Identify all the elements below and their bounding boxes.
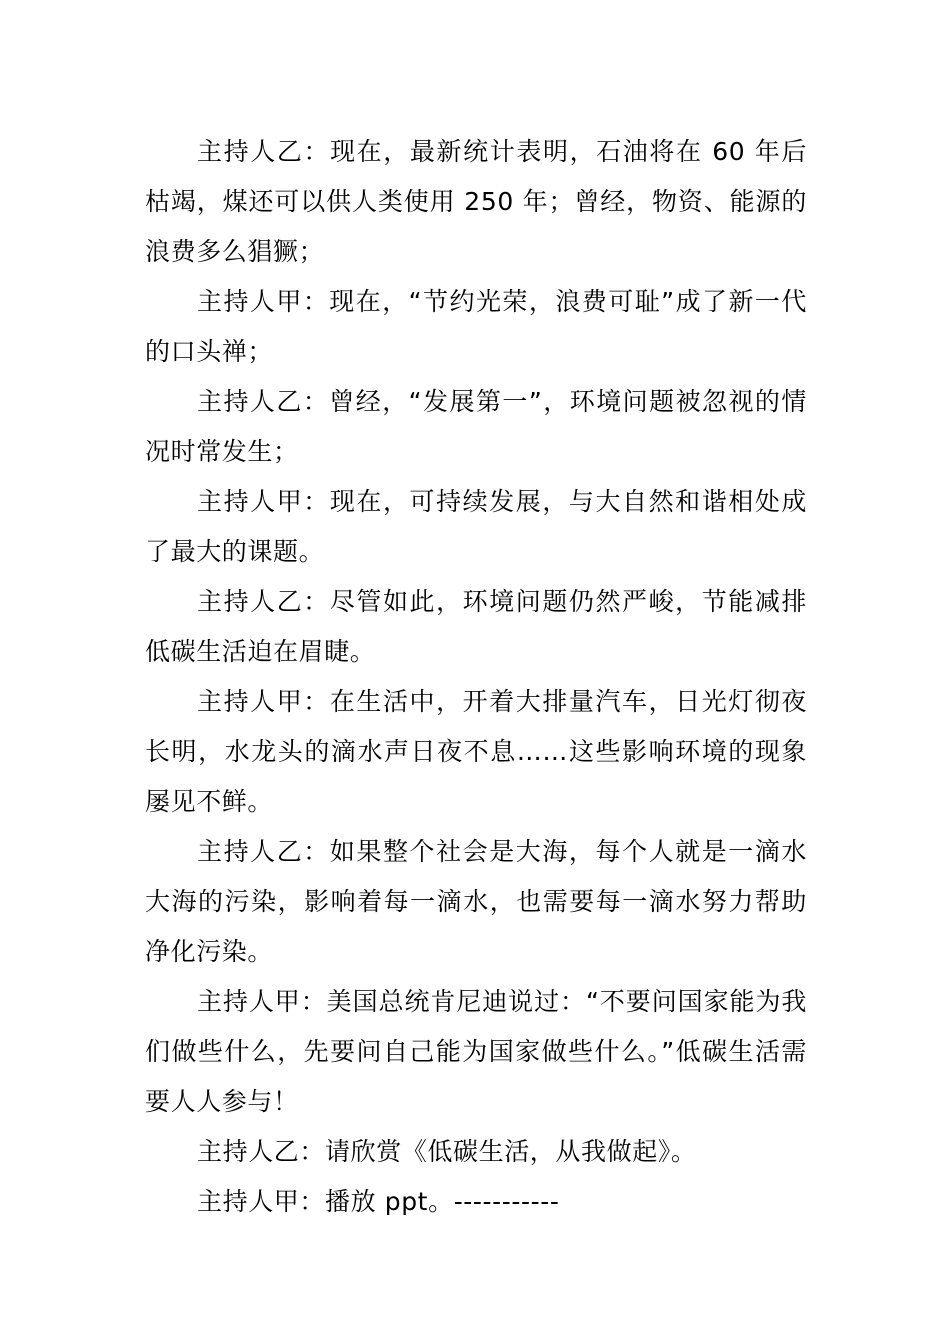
paragraph-9: 主持人乙：请欣赏《低碳生活，从我做起》。 (197, 1137, 697, 1166)
paragraph-5: 主持人乙：尽管如此，环境问题仍然严峻，节能减排低碳生活迫在眉睫。 (145, 587, 807, 666)
paragraph-2: 主持人甲：现在，“节约光荣，浪费可耻”成了新一代的口头禅； (145, 287, 807, 366)
paragraph-3: 主持人乙：曾经，“发展第一”，环境问题被忽视的情况时常发生； (145, 387, 807, 466)
paragraph-1: 主持人乙：现在，最新统计表明，石油将在 60 年后枯竭，煤还可以供人类使用 250 年；曾经，物资、能源的浪费多么猖獗； (145, 137, 807, 266)
paragraph-8: 主持人甲：美国总统肯尼迪说过：“不要问国家能为我们做些什么，先要问自己能为国家做些什么。”低碳生活需要人人参与！ (145, 987, 807, 1116)
paragraph-4: 主持人甲：现在，可持续发展，与大自然和谐相处成了最大的课题。 (145, 487, 807, 566)
paragraph-7: 主持人乙：如果整个社会是大海，每个人就是一滴水大海的污染，影响着每一滴水，也需要每一滴水努力帮助净化污染。 (145, 837, 807, 966)
document-body (145, 127, 807, 1227)
paragraph-6: 主持人甲：在生活中，开着大排量汽车，日光灯彻夜长明，水龙头的滴水声日夜不息……这些影响环境的现象屡见不鲜。 (145, 687, 807, 816)
paragraph-10: 主持人甲：播放 ppt。----------- (197, 1187, 560, 1216)
